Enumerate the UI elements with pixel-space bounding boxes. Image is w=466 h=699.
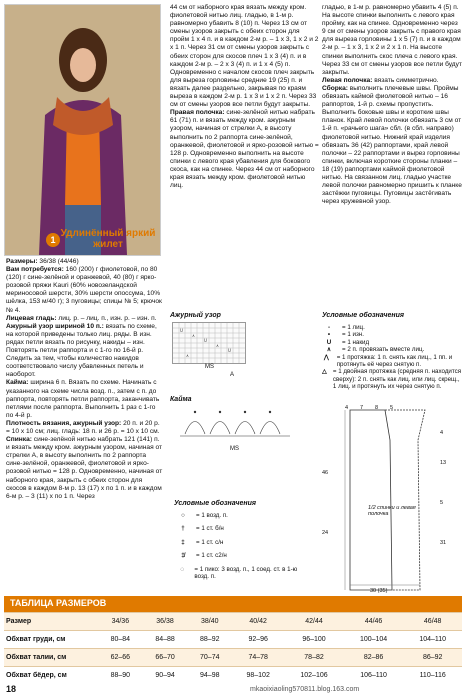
legend-text: = 1 ст. б/н [196, 525, 224, 533]
legend-text: = 1 ст. с2/н [196, 552, 227, 560]
stockinette-label: Лицевая гладь: [6, 314, 57, 322]
vest-schematic [330, 400, 460, 592]
svg-text:∧: ∧ [192, 333, 195, 338]
table-cell: 80–84 [98, 631, 143, 649]
table-header-cell: 36/38 [143, 613, 188, 631]
legend-text: = 1 пико: 3 возд. п., 1 соед. ст. в 1-ю возд. п. [194, 565, 298, 581]
legend-1-item [322, 324, 462, 331]
legend-1-title: Условные обозначения [322, 312, 405, 319]
svg-text:U: U [228, 348, 231, 353]
gauge-value: 20 п. и 20 р. = 10 х 10 см; лиц. гладь: 18 п. и 26 р. = 10 х 10 см. [6, 419, 162, 435]
legend-1-item [322, 368, 462, 390]
legend-text: = 1 протяжка: 1 п. снять как лиц., 1 пп. и протянуть её через снятую п. [336, 353, 453, 369]
legend-text: = 1 возд. п. [196, 512, 228, 519]
table-cell: 88–92 [187, 631, 232, 649]
legend-symbol: • [327, 331, 331, 339]
table-cell: 88–90 [98, 667, 143, 685]
table-cell: 78–82 [284, 649, 344, 667]
legend-text: = 1 накид [342, 338, 370, 346]
schematic-dim: 30 (35) [370, 588, 388, 594]
table-cell: 90–94 [143, 667, 188, 685]
table-cell: 94–98 [187, 667, 232, 685]
legend-1-item [322, 339, 462, 346]
table-cell: Обхват бёдер, см [4, 667, 98, 685]
svg-text:U: U [204, 338, 207, 343]
table-cell: 106–110 [344, 667, 404, 685]
stockinette-value: лиц. р. – лиц. п., изн. р. – изн. п. [56, 314, 157, 322]
lace-label: Ажурный узор шириной 10 п.: [6, 322, 104, 330]
table-header-cell: Размер [4, 613, 98, 631]
table-cell: 70–74 [187, 649, 232, 667]
legend-symbol: ⋀ [323, 353, 329, 361]
watermark: mkaoixiaoling570811.blog.163.com [250, 686, 360, 693]
back-label: Спинка: [6, 436, 32, 444]
size-table-title: ТАБЛИЦА РАЗМЕРОВ [4, 596, 462, 612]
schematic-dim: 7 [360, 405, 364, 411]
table-cell: 84–88 [143, 631, 188, 649]
schematic-dim: 4 [440, 430, 444, 436]
legend-symbol: ◌ [180, 565, 185, 573]
schematic-label: 1/2 спинки и левая полочка [368, 505, 416, 517]
legend-1-item [322, 331, 462, 338]
legend-2-item [176, 512, 306, 519]
table-cell: 100–104 [344, 631, 404, 649]
legend-2-item [176, 525, 306, 532]
table-cell: 102–106 [284, 667, 344, 685]
table-cell: 82–86 [344, 649, 404, 667]
table-row [4, 649, 462, 667]
back-value: сине-зелёной нитью набрать 121 (141) п. и вязать между кром. ажурным узором, начиная от стрелки А, в высоту выполнить по 2 раппорта сине-зелёной, оранжевой, фиолетовой и ярко-розовой нитью = 128 р. Одновременно, начиная от наборного края, закрыть с обеих сторон для скосов в каждом 8-м р. 13 (17) х по 1 п. и в каждом 6-м р. – 3 (11) х по 1 п. Через [6, 436, 165, 500]
legend-symbol: - [327, 324, 331, 331]
legend-symbol: ○ [181, 512, 185, 519]
instructions-column-1 [6, 258, 164, 501]
edging-value: ширина 6 п. Вязать по схеме. Начинать с указанного на схеме числа возд. п., затем с п. до раппорта, повторять петли раппорта, заканчивать петлями после раппорта. Выполнить 1 раз с 1-го по 4-й р. [6, 379, 162, 419]
table-header-cell: 44/46 [344, 613, 404, 631]
legend-symbol: † [181, 525, 185, 533]
table-header-cell: 42/44 [284, 613, 344, 631]
right-front-continued: гладью, в 1-м р. равномерно убавить 4 (5) п. На высоте спинки выполнить с левого края пройму, как на спинке. Одновременно через 9 см от смены узоров закрыть с правого края для выреза горловины 1 х 5 (7) п. и в каждом 2-м р. – 1 х 3, 1 х 2 и 2 х 1 п. На высоте спинки выполнить скос плеча с левого края. Через 33 см от смены узоров все петли будут закрыты. [322, 4, 464, 76]
legend-2-item [176, 566, 306, 581]
lace-arrow-a-label: A [230, 372, 235, 378]
table-cell: 96–100 [284, 631, 344, 649]
legend-1-item [322, 346, 462, 353]
page-number: 18 [6, 684, 17, 694]
table-cell: 62–66 [98, 649, 143, 667]
edging-chart-title: Кайма [170, 396, 192, 403]
schematic-dim: 31 [440, 540, 447, 546]
legend-text: = 1 ст. с/н [196, 538, 224, 546]
table-header-cell: 46/48 [403, 613, 462, 631]
item-number-badge: 1 [46, 233, 60, 247]
lace-chart [172, 322, 246, 364]
right-front-label: Правая полочка: [170, 109, 225, 117]
svg-text:∧: ∧ [186, 353, 189, 358]
schematic-dim: 8 [375, 405, 379, 411]
edging-chart [180, 404, 290, 442]
sizes-label: Размеры: [6, 258, 38, 265]
legend-symbol: ‡̸ [181, 552, 185, 560]
schematic-dim: 24 [322, 530, 329, 536]
assembly-label: Сборка: [322, 84, 348, 92]
schematic-dim: 4 [345, 405, 349, 411]
lace-chart-title: Ажурный узор [170, 312, 221, 319]
table-cell: 98–102 [232, 667, 284, 685]
legend-text: = 1 двойная протяжка (средняя п. находится сверху): 2 п. снять как лиц. или лиц. скрещ., 1 лиц. и протянуть их через снятую п. [332, 368, 462, 391]
legend-text: = 2 п. провязать вместе лиц. [342, 346, 425, 354]
legend-1-item [322, 354, 462, 369]
legend-2-title: Условные обозначения [174, 500, 257, 507]
legend-symbol: ‡ [181, 538, 185, 546]
legend-text: = 1 изн. [342, 331, 364, 339]
schematic-dim: 5 [390, 405, 394, 411]
table-header-cell: 40/42 [232, 613, 284, 631]
legend-2-item [176, 552, 306, 559]
table-cell: 110–116 [403, 667, 462, 685]
legend-symbol: ∧ [326, 346, 332, 354]
materials-value: 160 (200) г фиолетовой, по 80 (120) г сине-зелёной и оранжевой, 40 (80) г ярко-розовой пряжи Kauri (60% новозеландской мериносовой шерсти, 30% шерсти опоссума, 10% шёлка, 153 м/40 г); 3 пуговицы; спицы № 5; крючок № 4. [6, 266, 164, 314]
table-header-cell: 34/36 [98, 613, 143, 631]
materials-label: Вам потребуется: [6, 266, 64, 274]
sizes-value: 36/38 (44/46) [37, 258, 79, 265]
table-cell: 86–92 [403, 649, 462, 667]
table-cell: 66–70 [143, 649, 188, 667]
lace-ms-label: MS [205, 364, 214, 370]
instructions-column-2 [170, 4, 320, 190]
schematic-dim: 46 [322, 470, 329, 476]
back-continued: 44 см от наборного края вязать между кром. фиолетовой нитью лиц. гладью, в 1-м р. равномерно убавить 8 (10) п. Через 13 см от смены узоров закрыть с обеих сторон для пройм 1 х 4 п. и в каждом 2-м р. – 1 х 3, 1 х 2 и 2 х 1 п. Через 31 см от смены узоров закрыть с обеих сторон для скосов плеч 1 х 3 (4) п. и в каждом 2-м р. – 2 х 3 (4) п. и 1 х 4 (5) п. Одновременно с началом скосов плеч закрыть для выреза горловины средние 19 (25) п. и вязать далее раздельно, закрывая по краям выреза в каждом 2-м р. 1 х 3 и 1 х 2 п. Через 33 см от смены узоров все петли будут закрыты. [170, 4, 321, 109]
table-cell: Обхват груди, см [4, 631, 98, 649]
legend-text: = 1 лиц. [342, 324, 365, 331]
left-front-label: Левая полочка: [322, 76, 373, 84]
table-row [4, 667, 462, 685]
legend-1 [322, 324, 462, 391]
table-header-cell: 38/40 [187, 613, 232, 631]
legend-symbol: △ [322, 368, 327, 376]
right-front-value: сине-зелёной нитью набрать 61 (71) п. и вязать между кром. ажурным узором, начиная от стрелки А, в высоту выполнить по 2 раппорта сине-зелёной, оранжевой, фиолетовой и ярко-розовой нитью = 128 р. Одновременно выполнить на высоте спинки с левого края убавления для бокового скоса, как на спинке. Через 44 см от наборного края вязать между кром. фиолетовой нитью лиц. [170, 109, 321, 190]
size-table [4, 596, 462, 684]
lace-value: вязать по схеме, на которой приведены только лиц. ряды. В изн. рядах петли вязать по рисунку, накиды – изн. Повторять петли раппорта и с 1-го по 16-й р. Следить за тем, чтобы количество накидов соответствовало числу убавленных петель и наоборот. [6, 322, 159, 379]
table-cell: Обхват талии, см [4, 649, 98, 667]
table-cell: 92–96 [232, 631, 284, 649]
legend-2 [176, 512, 306, 580]
photo-caption: Удлинённый яркий жилет [60, 228, 156, 250]
instructions-column-3 [322, 4, 462, 206]
legend-2-item [176, 539, 306, 546]
svg-text:U: U [180, 328, 183, 333]
size-table-grid [4, 612, 462, 684]
table-cell: 104–110 [403, 631, 462, 649]
gauge-label: Плотность вязания, ажурный узор: [6, 419, 122, 427]
left-front-value: вязать симметрично. [372, 76, 439, 84]
edging-ms-label: MS [230, 446, 239, 452]
table-row [4, 631, 462, 649]
svg-text:∧: ∧ [216, 343, 219, 348]
edging-label: Кайма: [6, 379, 29, 387]
schematic-dim: 13 [440, 460, 447, 466]
table-row [4, 613, 462, 631]
model-photo [4, 4, 161, 256]
schematic-dim: 5 [440, 500, 444, 506]
legend-symbol: U [326, 338, 332, 346]
table-cell: 74–78 [232, 649, 284, 667]
assembly-value: выполнить плечевые швы. Проймы обвязать каймой фиолетовой нитью – 16 раппортов, 1-й р. схемы пропустить. Выполнить боковые швы и короткие швы планок. Край левой полочки обвязать 3 см от 1-й п. «рачьего шага» сбл. (в сбл. направо) фиолетовой нитью. Нижний край изделия обвязать 36 (42) раппортами, край левой полочки – 22 раппортами и вырез горловины спинки, включая короткие стороны планки – 18 (19) раппортами каймой фиолетовой нитью. На связанном лиц. гладью участке левой полочки равномерно пришить к планке застёжки пуговицы. Пуговицы застёгивать через кружевной узор. [322, 84, 464, 206]
